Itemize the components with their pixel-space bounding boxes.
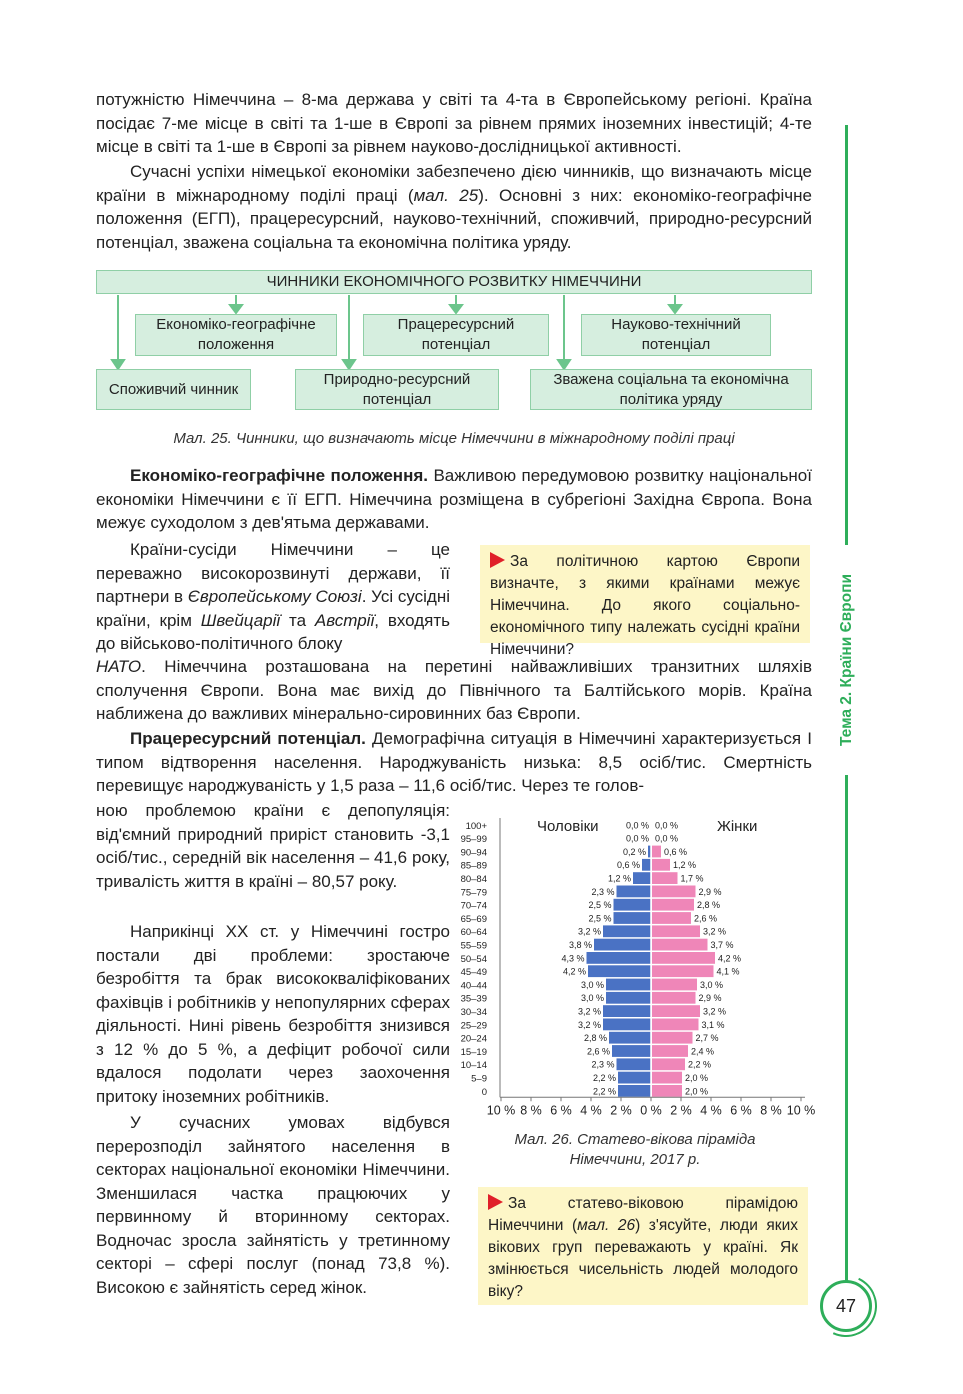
female-value-label: 3,7 %: [710, 940, 734, 950]
male-bar: [587, 952, 652, 964]
male-value-label: 3,2 %: [577, 1019, 601, 1030]
age-group-label: 70–74: [460, 900, 487, 912]
female-label: Жінки: [717, 818, 758, 835]
x-tick-label: 6 %: [550, 1103, 572, 1118]
paragraph-egp: Економіко-географічне положення. Важливою передумовою розвитку національної економіки Німеччини є її ЕГП. Німеччина розміщена в субрегіоні Західна Європа. Вона межує суходолом з дев'ятьма державами.: [96, 466, 812, 532]
age-group-label: 20–24: [460, 1033, 487, 1045]
section-heading-egp: Економіко-географічне положення.: [130, 466, 428, 485]
x-tick-label: 6 %: [730, 1103, 752, 1118]
male-value-label: 2,3 %: [591, 886, 615, 897]
diagram-arrows: [0, 0, 963, 420]
paragraph-depopulation: ною проблемою країни є депопуляція: від'ємний природний приріст становить -3,1 осіб/тис., середній вік населення – 41,6 року, тривалість життя в країні – 80,57 року.: [96, 801, 450, 891]
male-value-label: 4,3 %: [561, 953, 585, 964]
female-value-label: 1,2 %: [673, 860, 697, 871]
diagram-caption: Мал. 25. Чинники, що визначають місце Німеччини в міжнародному поділі праці: [173, 430, 735, 447]
female-bar: [652, 859, 670, 871]
paragraph-employment: У сучасних умовах відбувся перерозподіл зайнятого населення в секторах національної економіки Німеччини. Зменшилася частка працюючих у первинному й вторинному секторах. Водночас зросла зайнятість у третинному секторі – сфері послуг (понад 73,8 %). Високою є зайнятість серед жінок.: [96, 1113, 450, 1297]
female-bar: [652, 912, 691, 924]
page-number: 47: [820, 1280, 872, 1332]
section-heading-labour: Працересурсний потенціал.: [130, 729, 366, 748]
female-value-label: 2,9 %: [698, 993, 722, 1004]
x-tick-label: 2 %: [610, 1103, 632, 1118]
male-value-label: 0,2 %: [622, 846, 646, 857]
age-group-label: 15–19: [460, 1046, 487, 1058]
male-label: Чоловіки: [537, 818, 599, 835]
male-value-label: 2,3 %: [591, 1059, 615, 1070]
male-value-label: 3,8 %: [568, 940, 592, 950]
x-tick-label: 8 %: [520, 1103, 542, 1118]
age-group-label: 65–69: [460, 913, 487, 925]
figure-reference: мал. 25: [413, 185, 479, 205]
x-tick-label: 10 %: [786, 1103, 816, 1118]
female-bar: [652, 1072, 682, 1084]
female-bar: [652, 992, 696, 1004]
male-bar: [618, 1085, 651, 1097]
age-group-label: 40–44: [460, 980, 487, 992]
male-value-label: 4,2 %: [562, 966, 586, 977]
male-bar: [588, 965, 651, 977]
female-value-label: 0,0 %: [655, 833, 679, 844]
age-group-label: 100+: [465, 820, 487, 832]
male-bar: [633, 872, 651, 884]
female-bar: [652, 952, 715, 964]
male-bar: [594, 939, 651, 951]
male-value-label: 2,6 %: [586, 1046, 610, 1057]
age-group-label: 5–9: [471, 1073, 487, 1085]
factor-labour: Працересурсний потенціал: [363, 314, 549, 356]
male-bar: [603, 1005, 651, 1017]
female-value-label: 2,7 %: [695, 1033, 719, 1044]
female-bar: [652, 1045, 688, 1057]
paragraph-1: потужністю Німеччина – 8-ма держава у світі та 4-та в Європейському регіоні. Країна посідає 7-ме місце в світі та 1-ше в Європі за рівнем прямих іноземних інвестицій; 4-те місце в світі та 1-ше в Європі за рівнем науково-дослідницької активності.: [96, 90, 812, 156]
female-value-label: 2,9 %: [698, 886, 722, 897]
factor-egp: Економіко-географічне положення: [135, 314, 337, 356]
female-value-label: 2,6 %: [694, 913, 718, 924]
age-group-label: 50–54: [460, 953, 487, 965]
age-group-label: 35–39: [460, 993, 487, 1005]
female-value-label: 3,0 %: [700, 979, 724, 990]
male-bar: [609, 1032, 651, 1044]
age-group-label: 55–59: [460, 940, 487, 952]
age-group-label: 60–64: [460, 927, 487, 939]
diagram-title: ЧИННИКИ ЕКОНОМІЧНОГО РОЗВИТКУ НІМЕЧЧИНИ: [96, 270, 812, 294]
age-group-label: 85–89: [460, 860, 487, 872]
female-bar: [652, 939, 708, 951]
paragraph-neighbours: Країни-сусіди Німеччини – це переважно високорозвинуті держави, її партнери в Європейському Союзі. Усі сусідні країни, крім Швейцарії та Австрії, входять до військово-політичного блоку: [96, 540, 451, 653]
age-group-label: 25–29: [460, 1020, 487, 1032]
age-group-label: 90–94: [460, 847, 487, 859]
male-value-label: 0,6 %: [616, 860, 640, 871]
male-bar: [618, 1072, 651, 1084]
male-value-label: 2,8 %: [583, 1033, 607, 1044]
female-value-label: 2,0 %: [685, 1086, 709, 1097]
x-tick-label: 2 %: [670, 1103, 692, 1118]
age-group-label: 30–34: [460, 1007, 487, 1018]
question-marker-icon: [490, 552, 505, 568]
male-bar: [617, 886, 652, 898]
female-value-label: 3,1 %: [701, 1019, 725, 1030]
male-bar: [612, 1045, 651, 1057]
male-value-label: 0,0 %: [625, 833, 649, 844]
female-bar: [652, 846, 661, 858]
male-value-label: 2,2 %: [592, 1086, 616, 1097]
topic-side-label: Тема 2. Країни Європи: [838, 573, 855, 747]
male-bar: [606, 992, 651, 1004]
male-bar: [603, 925, 651, 937]
x-tick-label: 8 %: [760, 1103, 782, 1118]
male-value-label: 1,2 %: [607, 873, 631, 884]
female-bar: [652, 1032, 693, 1044]
age-group-label: 10–14: [460, 1060, 487, 1072]
x-tick-label: 0 %: [640, 1103, 662, 1118]
female-value-label: 2,8 %: [697, 900, 721, 911]
paragraph-nato: НАТО. Німеччина розташована на перетині найважливіших транзитних шляхів сполучення Європи. Вона має вихід до Північного та Балтійського морів. Країна наближена до важливих мінерально-сировинних баз Європи.: [96, 657, 812, 723]
male-value-label: 3,2 %: [577, 1006, 601, 1017]
female-bar: [652, 925, 700, 937]
paragraph-2: Сучасні успіхи німецької економіки забезпечено дією чинників, що визначають місце країни в міжнародному поділі праці (мал. 25). Основні з них: економіко-географічне положення (ЕГП), працересурсний, науково-технічний, споживчий, природно-ресурсний потенціал, зважена соціальна та економічна політика уряду.: [96, 162, 812, 252]
female-bar: [652, 979, 697, 991]
age-group-label: 75–79: [460, 887, 487, 899]
x-tick-label: 10 %: [486, 1103, 516, 1118]
female-bar: [652, 1005, 700, 1017]
female-value-label: 4,1 %: [716, 966, 740, 977]
male-value-label: 2,2 %: [592, 1073, 616, 1083]
female-bar: [652, 872, 678, 884]
question-box-pyramid: За статево-віковою пірамідою Німеччини (мал. 26) з'ясуйте, люди яких вікових груп переважають у країні. Як змінюється чисельність людей молодого віку?: [478, 1187, 808, 1305]
paragraph-unemployment: Наприкінці XX ст. у Німеччині гостро постали дві проблеми: зростаюче безробіття та брак висококваліфікованих фахівців і робітників у непопулярних сферах діяльності. Нині рівень безробіття знизився з 12 % до 5 %, а дефіцит робочої сили вдалося подолати через заохочення притоку іноземних робітників.: [96, 922, 450, 1106]
male-bar: [606, 979, 651, 991]
pyramid-caption: Мал. 26. Статево-вікова піраміда Німеччини, 2017 р.: [514, 1131, 756, 1168]
factor-science: Науково-технічний потенціал: [581, 314, 771, 356]
male-value-label: 2,5 %: [588, 913, 612, 924]
age-group-label: 45–49: [460, 967, 487, 979]
question-box-map: За політичною картою Європи визначте, з якими країнами межує Німеччина. До якого соціально-економічного типу належать сусідні країни Німеччини?: [480, 545, 810, 643]
female-bar: [652, 1019, 699, 1031]
female-value-label: 2,4 %: [691, 1046, 715, 1057]
x-tick-label: 4 %: [700, 1103, 722, 1118]
male-bar: [614, 899, 652, 911]
age-group-label: 95–99: [460, 834, 487, 846]
x-tick-label: 4 %: [580, 1103, 602, 1118]
question-marker-icon: [488, 1194, 503, 1210]
factor-natural: Природно-ресурсний потенціал: [295, 369, 499, 410]
male-bar: [614, 912, 652, 924]
female-value-label: 0,0 %: [655, 820, 679, 831]
population-pyramid-chart: [460, 810, 816, 1120]
age-group-label: 0: [481, 1086, 487, 1098]
female-value-label: 2,0 %: [685, 1073, 709, 1083]
female-value-label: 0,6 %: [664, 846, 688, 857]
male-value-label: 0,0 %: [625, 820, 649, 831]
female-value-label: 4,2 %: [718, 953, 742, 964]
female-bar: [652, 965, 714, 977]
male-value-label: 3,0 %: [580, 979, 604, 990]
paragraph-labour: Працересурсний потенціал. Демографічна ситуація в Німеччині характеризується І типом відтворення населення. Народжуваність низька: 8,5 осіб/тис. Смертність перевищує народжуваність у 1,5 раза – 11,6 осіб/тис. Через те голов-: [96, 729, 812, 795]
male-bar: [603, 1019, 651, 1031]
male-bar: [617, 1058, 652, 1070]
male-value-label: 3,2 %: [577, 926, 601, 937]
female-bar: [652, 899, 694, 911]
female-value-label: 1,7 %: [680, 873, 704, 884]
female-value-label: 3,2 %: [703, 926, 727, 937]
age-group-label: 80–84: [460, 874, 487, 885]
male-value-label: 3,0 %: [580, 993, 604, 1004]
female-value-label: 2,2 %: [688, 1059, 712, 1070]
female-value-label: 3,2 %: [703, 1006, 727, 1017]
male-bar: [642, 859, 651, 871]
factor-policy: Зважена соціальна та економічна політика уряду: [530, 369, 812, 410]
female-bar: [652, 886, 696, 898]
factor-consumer: Споживчий чинник: [96, 369, 251, 410]
male-value-label: 2,5 %: [588, 900, 612, 911]
female-bar: [652, 1058, 685, 1070]
female-bar: [652, 1085, 682, 1097]
